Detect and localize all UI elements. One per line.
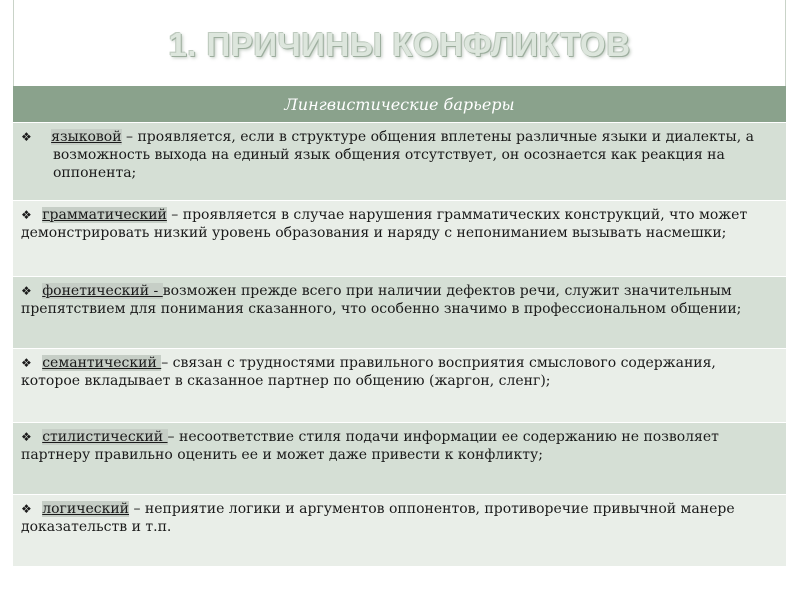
term-label: стилистический xyxy=(42,429,168,445)
diamond-bullet-icon: ❖ xyxy=(21,208,32,222)
term-description: – связан с трудностями правильного восприятия смыслового содержания, которое вкладывает в сказанное партнер по общению (жаргон, сленг); xyxy=(21,355,716,389)
term-description: – несоответствие стиля подачи информации ее содержанию не позволяет партнеру правильно оценить ее и может даже привести к конфликту; xyxy=(21,429,719,463)
table-row xyxy=(13,495,786,567)
diamond-bullet-icon: ❖ xyxy=(21,502,32,516)
term-label: грамматический xyxy=(42,207,167,223)
diamond-bullet-icon: ❖ xyxy=(21,284,32,298)
diamond-bullet-icon: ❖ xyxy=(21,130,32,144)
term-description: – неприятие логики и аргументов оппонентов, противоречие привычной манере доказательств и т.п. xyxy=(21,501,735,535)
table-row xyxy=(13,277,786,349)
term-label: логический xyxy=(42,501,130,517)
term-description: – проявляется в случае нарушения грамматических конструкций, что может демонстрировать низкий уровень образования и наряду с непониманием вызывать насмешки; xyxy=(21,207,748,241)
term-label: фонетический - xyxy=(42,283,163,299)
slide-title: 1. ПРИЧИНЫ КОНФЛИКТОВ xyxy=(168,26,631,63)
diamond-bullet-icon: ❖ xyxy=(21,430,32,444)
term-description: возможен прежде всего при наличии дефектов речи, служит значительным препятствием для понимания сказанного, что особенно значимо в профессиональном общении; xyxy=(21,283,742,317)
title-box xyxy=(13,0,786,86)
table-header: Лингвистические барьеры xyxy=(13,86,786,123)
diamond-bullet-icon: ❖ xyxy=(21,356,32,370)
term-label: языковой xyxy=(51,129,122,145)
term-description: – проявляется, если в структуре общения вплетены различные языки и диалекты, а возможность выхода на единый язык общения отсутствует, он осознается как реакция на оппонента; xyxy=(53,129,754,181)
table-row xyxy=(13,423,786,495)
barriers-table xyxy=(13,86,786,567)
table-row xyxy=(13,201,786,277)
table-row xyxy=(13,123,786,201)
term-label: семантический xyxy=(42,355,162,371)
table-row xyxy=(13,349,786,423)
